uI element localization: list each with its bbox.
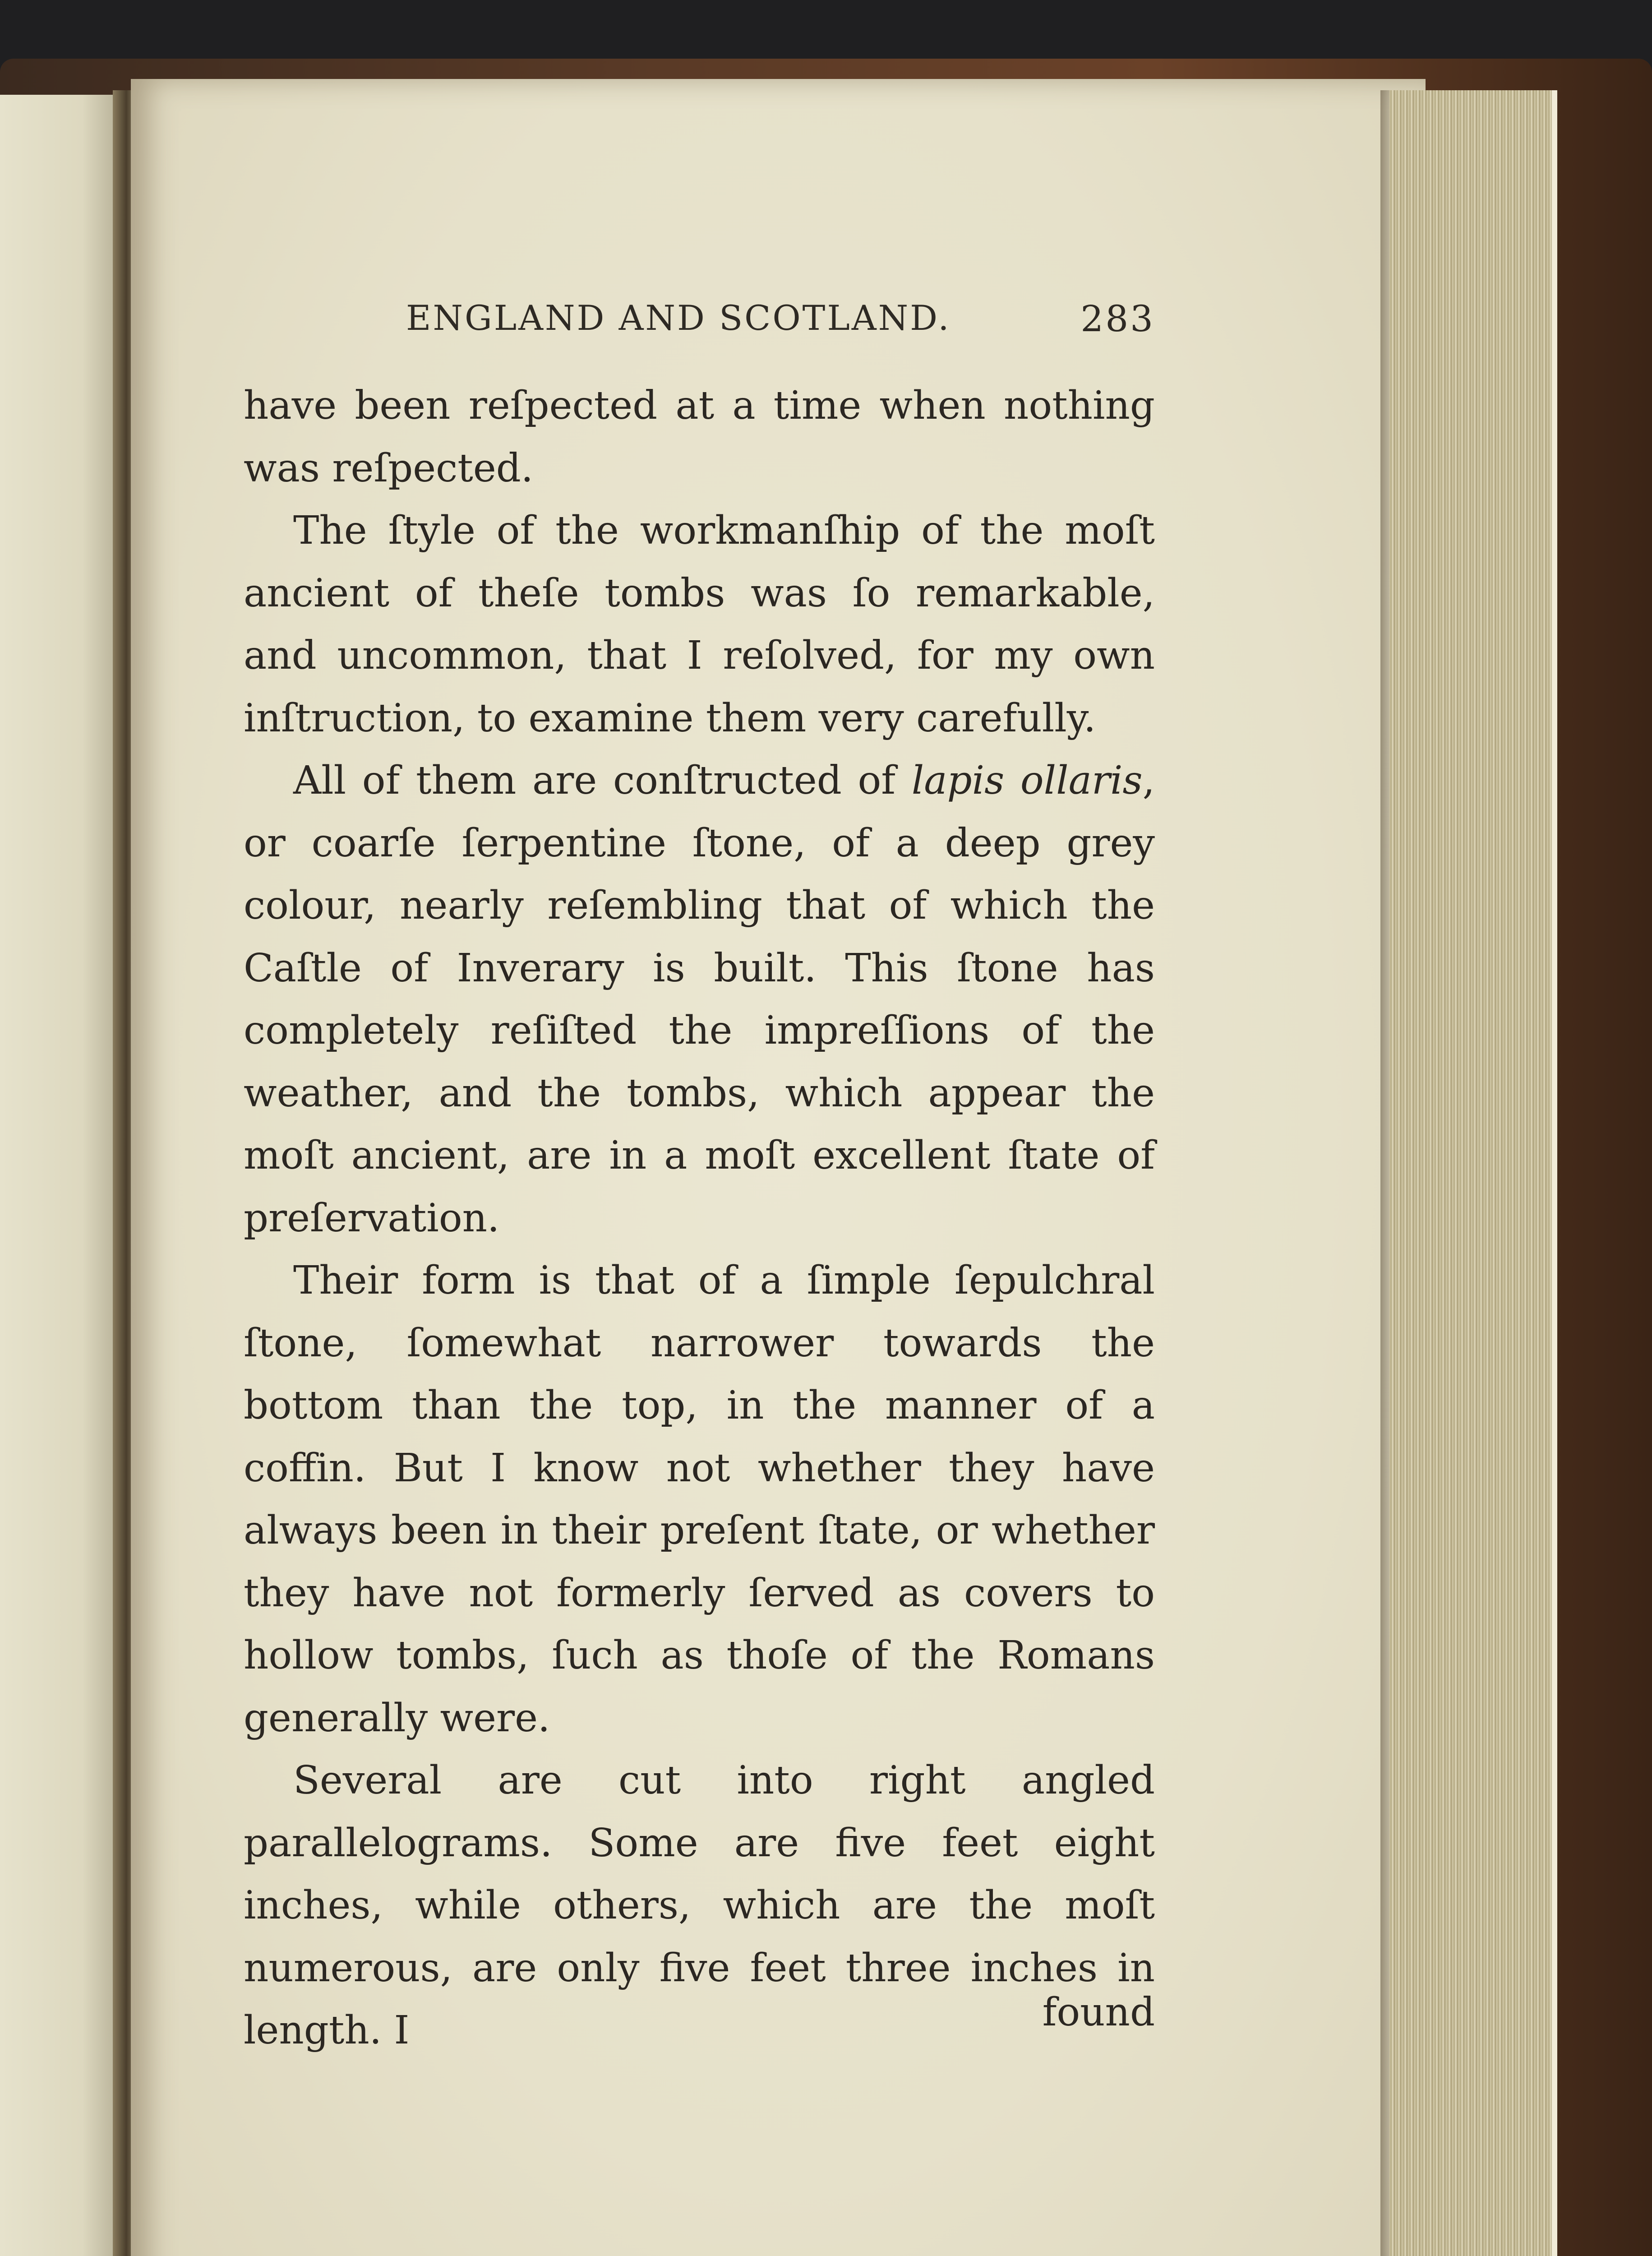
catchword: found xyxy=(1042,1990,1155,2035)
page-fore-edge xyxy=(1389,90,1557,2256)
facing-page-edge xyxy=(0,95,117,2256)
paragraph-4 xyxy=(244,1249,1155,1749)
paragraph-text: All of them are conſtructed of xyxy=(293,758,912,803)
paragraph-5 xyxy=(244,1749,1155,2062)
paragraph-1 xyxy=(244,374,1155,499)
page-number: 283 xyxy=(1080,298,1155,340)
paragraph-text: , or coarſe ſerpentine ſtone, of a deep grey colour, nearly reſembling that of which the Caſtle of Inverary is built. This ſtone has completely reſiſted the impreſſions of the weather, and the tombs, which appear the moſt ancient, are in a moſt excellent ſtate of preſervation. xyxy=(244,758,1155,1241)
paragraph-text: Several are cut into right angled parallelograms. Some are five feet eight inches, while others, which are the moſt numerous, are only five feet three inches in length. I xyxy=(244,1758,1155,2053)
paragraph-text: have been reſpected at a time when nothing was reſpected. xyxy=(244,383,1155,491)
paragraph-2 xyxy=(244,499,1155,749)
paragraph-text: Their form is that of a ſimple ſepulchral ſtone, ſomewhat narrower towards the bottom than the top, in the manner of a coffin. But I know not whether they have always been in their preſent ſtate, or whether they have not formerly ſerved as covers to hollow tombs, ſuch as thoſe of the Romans generally were. xyxy=(244,1258,1155,1741)
running-title: ENGLAND AND SCOTLAND. xyxy=(406,298,951,338)
paragraph-text: The ſtyle of the workmanſhip of the moſt ancient of theſe tombs was ſo remarkable, and uncommon, that I reſolved, for my own inſtruction, to examine them very carefully. xyxy=(244,508,1155,741)
latin-term: lapis ollaris xyxy=(911,758,1143,803)
body-text xyxy=(244,374,1155,2062)
paragraph-3 xyxy=(244,749,1155,1249)
page-header xyxy=(244,293,1155,347)
